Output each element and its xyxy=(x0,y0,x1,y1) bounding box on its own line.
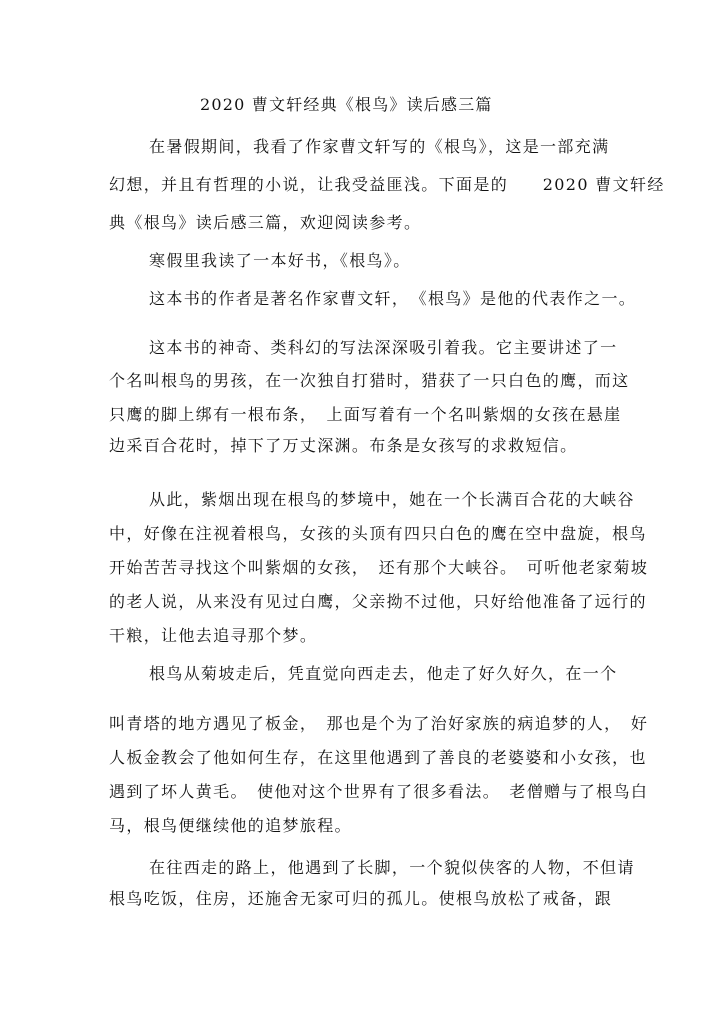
paragraph-line: 这本书的作者是著名作家曹文轩， 《根鸟》是他的代表作之一。 xyxy=(149,289,637,308)
paragraph-line: 在往西走的路上，他遇到了长脚，一个貌似侠客的人物，不但请 xyxy=(149,858,635,877)
paragraph-line: 边采百合花时，掉下了万丈深渊。布条是女孩写的求救短信。 xyxy=(109,436,578,455)
paragraph-line: 干粮，让他去追寻那个梦。 xyxy=(109,626,318,645)
paragraph-line: 开始苦苦寻找这个叫紫烟的女孩， 还有那个大峡谷。 可听他老家菊坡 xyxy=(109,558,649,577)
paragraph-line: 马，根鸟便继续他的追梦旅程。 xyxy=(109,816,352,835)
paragraph-line: 遇到了坏人黄毛。 使他对这个世界有了很多看法。 老僧赠与了根鸟白 xyxy=(109,782,649,801)
document-title: 2020 曹文轩经典《根鸟》读后感三篇 xyxy=(200,95,493,114)
paragraph-line: 幻想，并且有哲理的小说，让我受益匪浅。下面是的 2020 曹文轩经 xyxy=(109,175,665,194)
paragraph-line: 从此，紫烟出现在根鸟的梦境中，她在一个长满百合花的大峡谷 xyxy=(149,490,635,509)
paragraph-line: 只鹰的脚上绑有一根布条， 上面写着有一个名叫紫烟的女孩在悬崖 xyxy=(109,405,622,424)
paragraph-line: 寒假里我读了一本好书，《根鸟》。 xyxy=(149,251,411,270)
paragraph-line: 叫青塔的地方遇见了板金， 那也是个为了治好家族的病追梦的人， 好 xyxy=(109,714,649,733)
paragraph-line: 个名叫根鸟的男孩，在一次独自打猎时，猎获了一只白色的鹰，而这 xyxy=(109,371,630,390)
paragraph-line: 在暑假期间，我看了作家曹文轩写的《根鸟》，这是一部充满 xyxy=(149,137,610,156)
paragraph-line: 根鸟吃饭，住房，还施舍无家可归的孤儿。使根鸟放松了戒备，跟 xyxy=(109,889,613,908)
paragraph-line: 典《根鸟》读后感三篇，欢迎阅读参考。 xyxy=(109,213,422,232)
paragraph-line: 这本书的神奇、类科幻的写法深深吸引着我。它主要讲述了一 xyxy=(149,338,618,357)
paragraph-line: 的老人说，从来没有见过白鹰，父亲拗不过他，只好给他准备了远行的 xyxy=(109,592,647,611)
paragraph-line: 中，好像在注视着根鸟，女孩的头顶有四只白色的鹰在空中盘旋，根鸟 xyxy=(109,524,647,543)
paragraph-line: 人板金教会了他如何生存，在这里他遇到了善良的老婆婆和小女孩，也 xyxy=(109,748,647,767)
paragraph-line: 根鸟从菊坡走后，凭直觉向西走去，他走了好久好久，在一个 xyxy=(149,664,618,683)
